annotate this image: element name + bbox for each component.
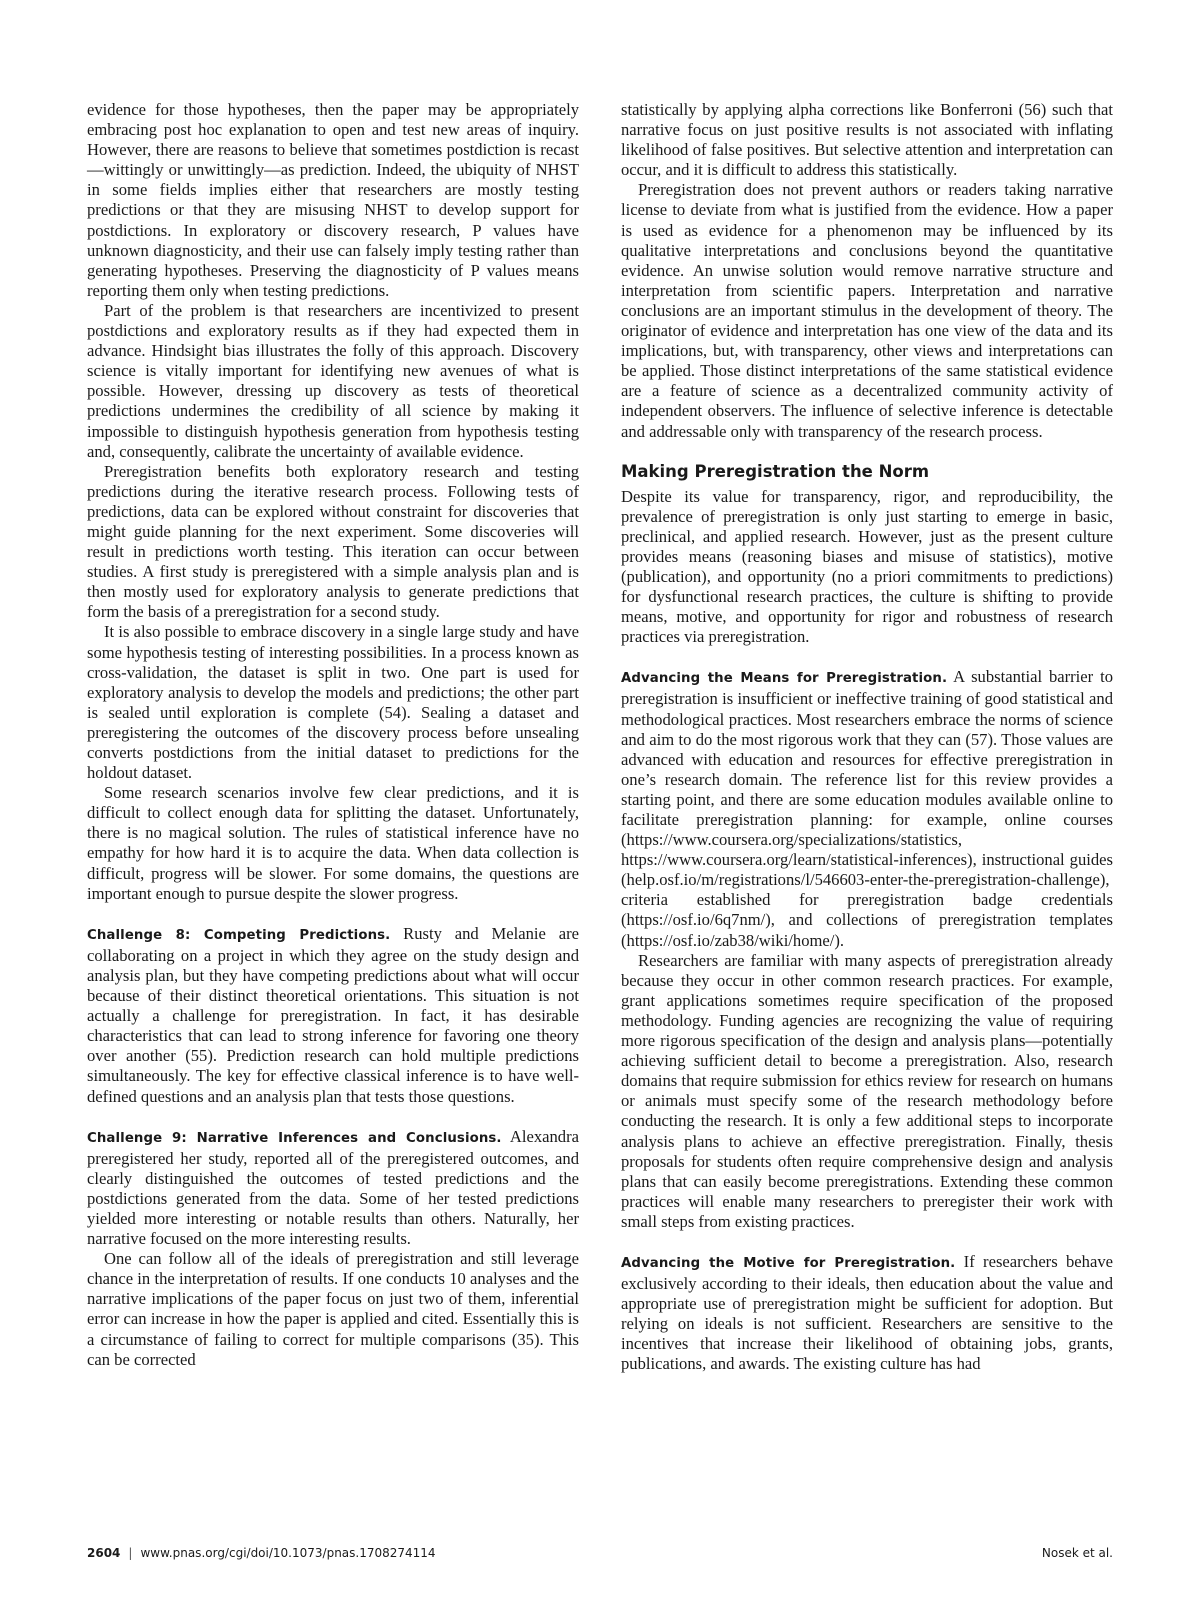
motive-paragraph — [621, 1252, 1113, 1375]
paragraph: Preregistration benefits both exploratory research and testing predictions during the iterative research process. Following tests of predictions, data can be explored without constraint for discoveries that might guide planning for the next experiment. Some discoveries will result in predictions worth testing. This iteration can occur between studies. A first study is preregistered with a simple analysis plan and is then mostly used for exploratory analysis to generate predictions that form the basis of a preregistration for a second study. — [87, 461, 579, 622]
page-footer — [87, 1546, 1113, 1560]
paragraph: Part of the problem is that researchers are incentivized to present postdictions and exploratory results as if they had expected them in advance. Hindsight bias illustrates the folly of this approach. Discovery science is vitally important for identifying new avenues of what is possible. However, dressing up discovery as tests of theoretical predictions undermines the credibility of all science by making it impossible to distinguish hypothesis generation from hypothesis testing and, consequently, calibrate the uncertainty of available evidence. — [87, 300, 579, 461]
footer-separator: | — [128, 1546, 133, 1560]
paragraph: Despite its value for transparency, rigor, and reproducibility, the prevalence of preregistration is only just starting to emerge in basic, preclinical, and applied research. However, just as the present culture provides means (reasoning biases and misuse of statistics), motive (publication), and opportunity (no a priori commitments to predictions) for dysfunctional research practices, the culture is shifting to provide means, motive, and opportunity for rigor and robustness of research practices via preregistration. — [621, 486, 1113, 647]
paragraph: One can follow all of the ideals of preregistration and still leverage chance in the interpretation of results. If one conducts 10 analyses and the narrative implications of the paper focus on just two of them, inferential error can increase in how the paper is applied and cited. Essentially this is a circumstance of failing to correct for multiple comparisons (35). This can be corrected — [87, 1249, 579, 1369]
motive-text: If researchers behave exclusively according to their ideals, then education about the value and appropriate use of preregistration might be sufficient for adoption. But relying on ideals is not sufficient. Researchers are sensitive to the incentives that increase their likelihood of obtaining jobs, grants, publications, and awards. The existing culture has had — [621, 1251, 1113, 1374]
footer-authors: Nosek et al. — [1041, 1546, 1113, 1560]
challenge-9-heading: Challenge 9: Narrative Inferences and Conclusions. — [87, 1130, 502, 1146]
challenge-9-text: Alexandra preregistered her study, reported all of the preregistered outcomes, and clearly distinguished the outcomes of tested predictions and the postdictions generated from the data. Some of her tested predictions yielded more interesting or notable results than others. Naturally, her narrative focused on the more interesting results. — [87, 1126, 579, 1249]
means-text: A substantial barrier to preregistration is insufficient or ineffective training of good statistical and methodological practices. Most researchers embrace the norms of science and aim to do the most rigorous work that they can (57). Those values are advanced with education and resources for effective preregistration in one’s research domain. The reference list for this review provides a starting point, and there are some education modules available online to facilitate preregistration planning: for example, online courses (https://www.coursera.org/specializations/statistics, https://www.coursera.org/learn/statistical-inferences), instructional guides (help.osf.io/m/registrations/l/546603-enter-the-preregistration-challenge), criteria established for preregistration badge credentials (https://osf.io/6q7nm/), and collections of preregistration templates (https://osf.io/zab38/wiki/home/). — [621, 667, 1113, 950]
challenge-9-paragraph — [87, 1127, 579, 1250]
paragraph: Some research scenarios involve few clear predictions, and it is difficult to collect enough data for splitting the dataset. Unfortunately, there is no magical solution. The rules of statistical inference have no empathy for how hard it is to acquire the data. When data collection is difficult, progress will be slower. For some domains, the questions are important enough to pursue despite the slower progress. — [87, 783, 579, 903]
paragraph: Researchers are familiar with many aspects of preregistration already because they occur in other common research practices. For example, grant applications sometimes require specification of the proposed methodology. Funding agencies are recognizing the value of requiring more rigorous specification of the design and analysis plans—potentially achieving sufficient detail to become a preregistration. Also, research domains that require submission for ethics review for research on humans or animals must specify some of the research methodology before conducting the research. It is only a few additional steps to incorporate analysis plans to achieve an effective preregistration. Finally, thesis proposals for students often require comprehensive design and analysis plans that can easily become preregistrations. Extending these common practices will enable many researchers to preregister their work with small steps from existing practices. — [621, 950, 1113, 1231]
challenge-8-paragraph — [87, 924, 579, 1107]
section-heading: Making Preregistration the Norm — [621, 461, 930, 481]
paragraph: statistically by applying alpha corrections like Bonferroni (56) such that narrative focus on just positive results is not associated with inflating likelihood of false positives. But selective attention and interpretation can occur, and it is difficult to address this statistically. — [621, 100, 1113, 180]
motive-heading: Advancing the Motive for Preregistration. — [621, 1255, 956, 1271]
left-column — [87, 100, 579, 1370]
challenge-8-heading: Challenge 8: Competing Predictions. — [87, 927, 391, 943]
paragraph: evidence for those hypotheses, then the paper may be appropriately embracing post hoc explanation to open and test new areas of inquiry. However, there are reasons to believe that sometimes postdiction is recast—wittingly or unwittingly—as prediction. Indeed, the ubiquity of NHST in some fields implies either that researchers are mostly testing predictions or that they are misusing NHST to develop support for postdictions. In exploratory or discovery research, P values have unknown diagnosticity, and their use can falsely imply testing rather than generating hypotheses. Preserving the diagnosticity of P values means reporting them only when testing predictions. — [87, 100, 579, 300]
paragraph: It is also possible to embrace discovery in a single large study and have some hypothesis testing of interesting possibilities. In a process known as cross-validation, the dataset is split in two. One part is used for exploratory analysis to develop the models and predictions; the other part is sealed until exploration is complete (54). Sealing a dataset and preregistering the outcomes of the discovery process before unsealing converts postdictions from the initial dataset to predictions for the holdout dataset. — [87, 622, 579, 783]
means-paragraph — [621, 667, 1113, 950]
paragraph: Preregistration does not prevent authors or readers taking narrative license to deviate from what is justified from the evidence. How a paper is used as evidence for a phenomenon may be influenced by its qualitative interpretations and conclusions beyond the quantitative evidence. An unwise solution would remove narrative structure and interpretation from scientific papers. Interpretation and narrative conclusions are an important stimulus in the development of theory. The originator of evidence and interpretation has one view of the data and its implications, but, with transparency, other views and interpretations can be applied. Those distinct interpretations of the same statistical evidence are a feature of science as a decentralized community activity of independent observers. The influence of selective inference is detectable and addressable only with transparency of the research process. — [621, 180, 1113, 441]
means-heading: Advancing the Means for Preregistration. — [621, 671, 948, 687]
right-column — [621, 100, 1113, 1375]
page-number: 2604 — [87, 1546, 121, 1560]
doi-link[interactable]: www.pnas.org/cgi/doi/10.1073/pnas.1708274114 — [140, 1546, 436, 1560]
challenge-8-text: Rusty and Melanie are collaborating on a project in which they agree on the study design and analysis plan, but they have competing predictions about what will occur because of their distinct theoretical orientations. This situation is not actually a challenge for preregistration. In fact, it has desirable characteristics that can lead to strong inference for favoring one theory over another (55). Prediction research can hold multiple predictions simultaneously. The key for effective classical inference is to have well-defined questions and an analysis plan that tests those questions. — [87, 923, 579, 1106]
